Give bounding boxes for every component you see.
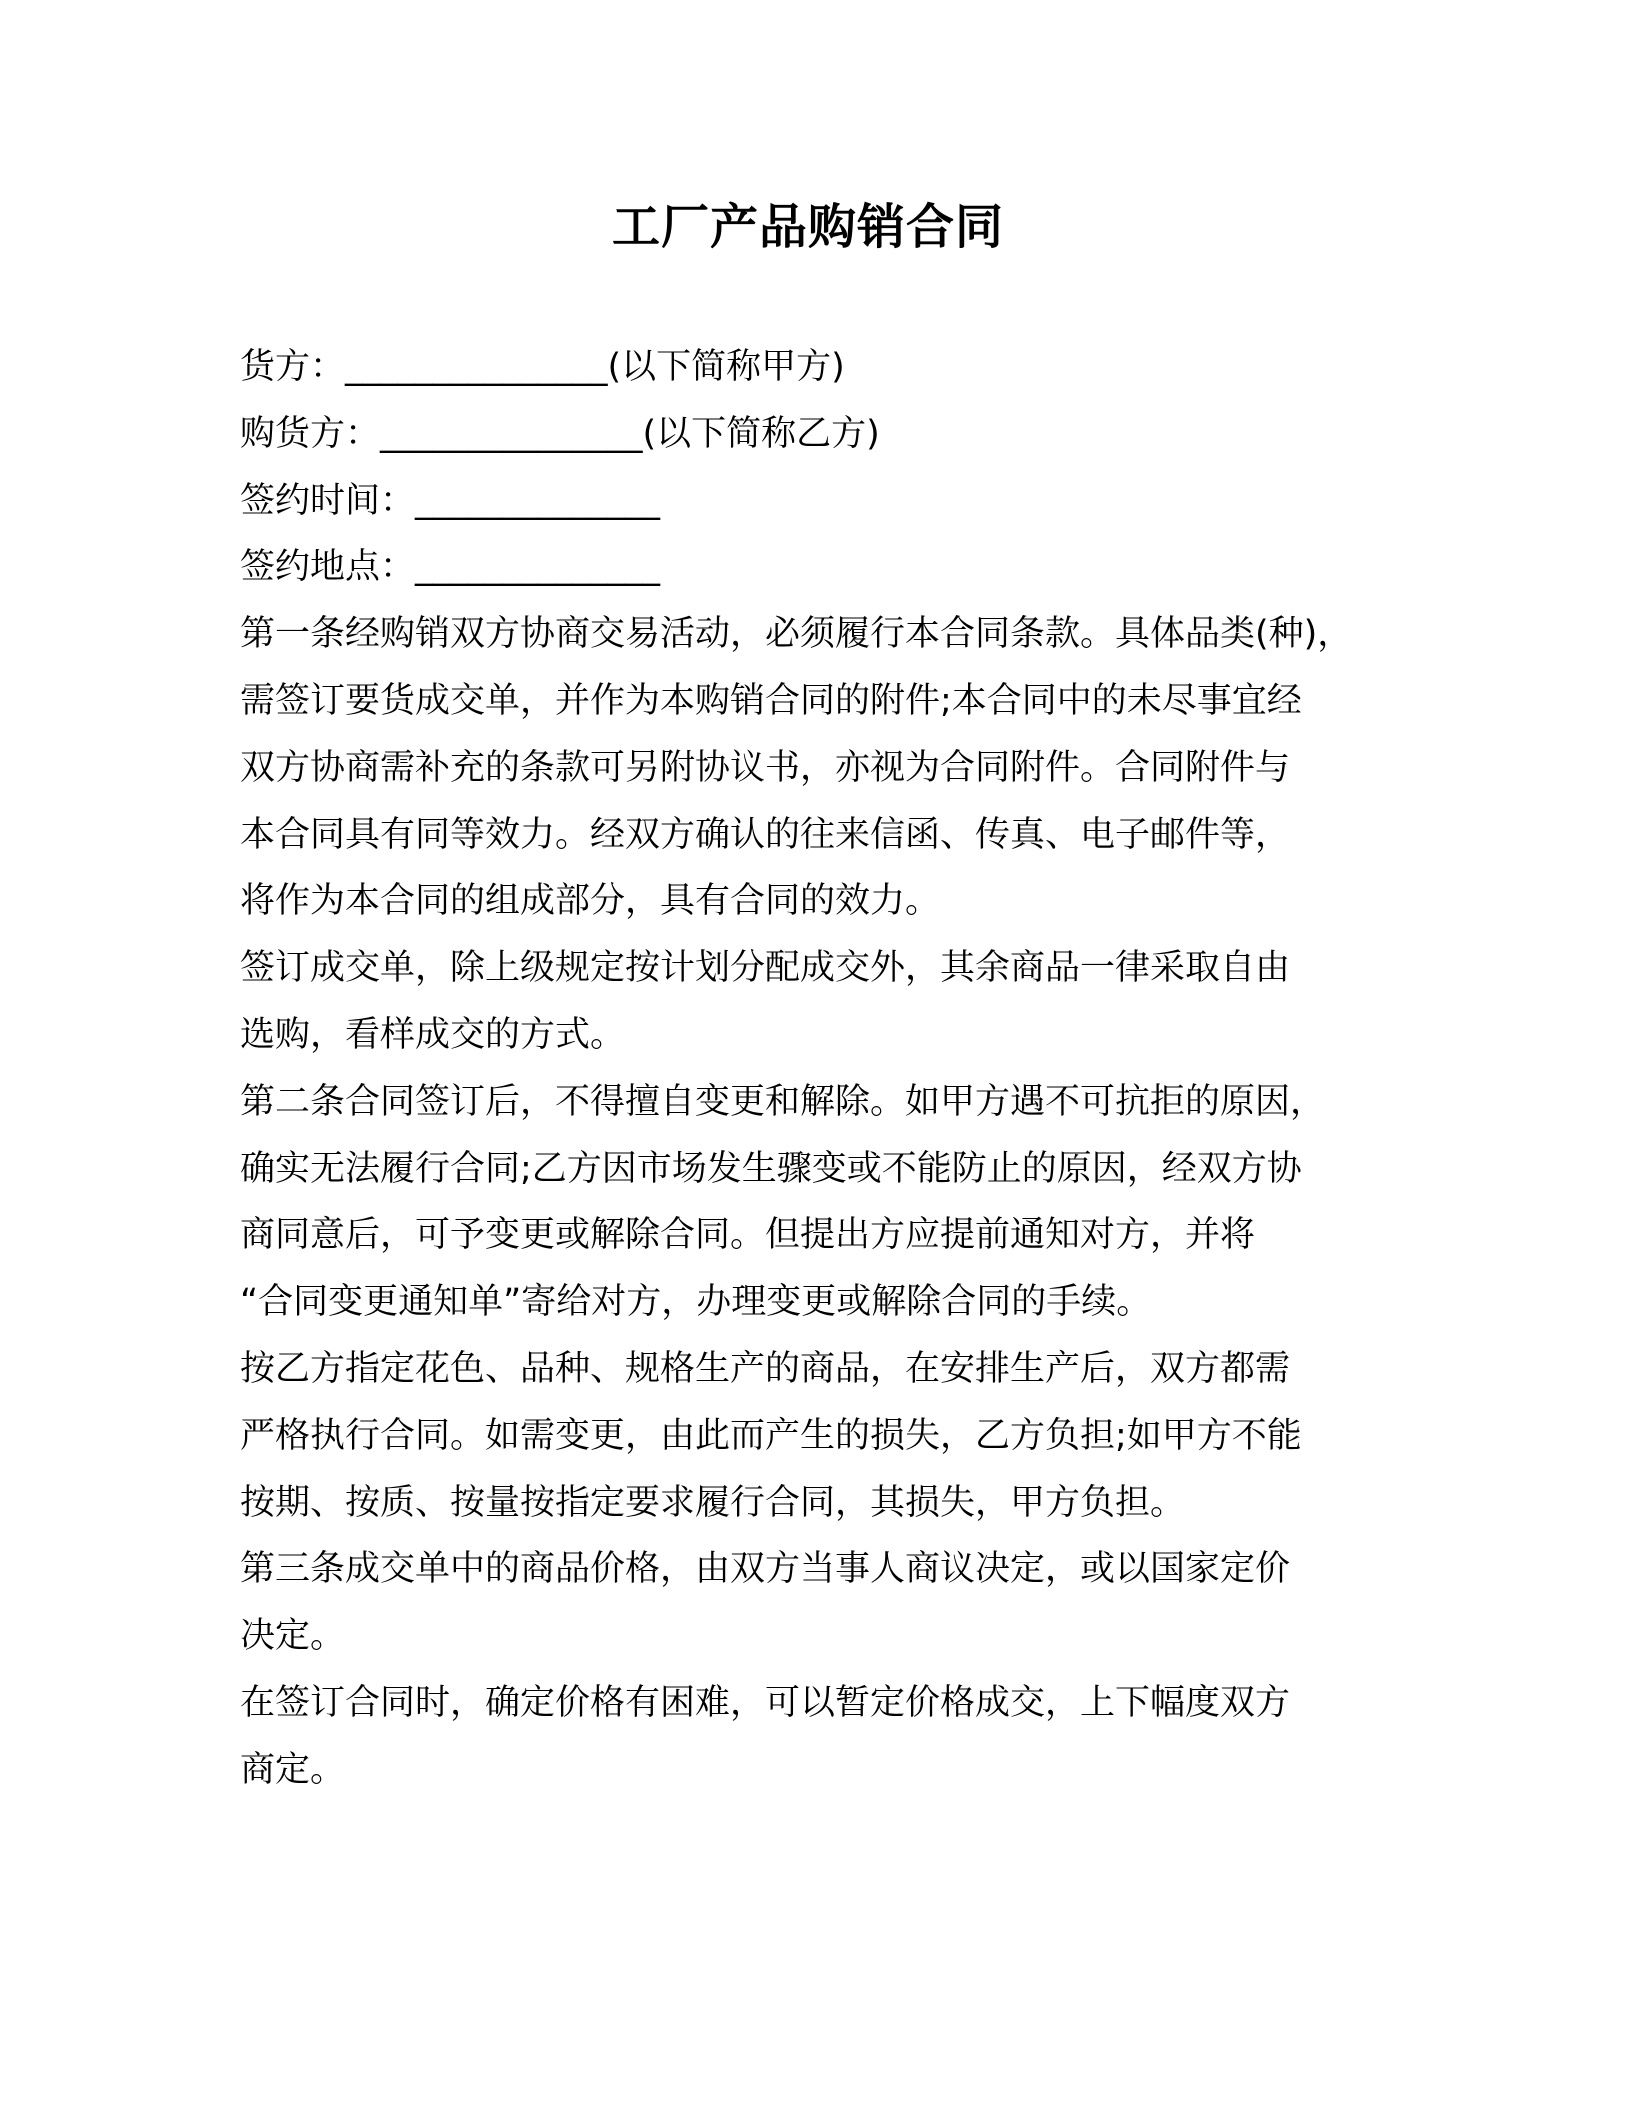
text-line: 决定。 — [240, 1616, 346, 1657]
document-title: 工厂产品购销合同 — [611, 199, 1004, 255]
text-line: 在签订合同时，确定价格有困难，可以暂定价格成交，上下幅度双方 — [240, 1682, 1291, 1723]
text-line: 签约时间：______________ — [240, 480, 661, 521]
text-line: 本合同具有同等效力。经双方确认的往来信函、传真、电子邮件等， — [240, 814, 1291, 855]
text-line: 选购，看样成交的方式。 — [240, 1014, 626, 1055]
text-line: 第二条合同签订后，不得擅自变更和解除。如甲方遇不可抗拒的原因， — [240, 1081, 1326, 1122]
text-line: 按期、按质、按量按指定要求履行合同，其损失，甲方负担。 — [240, 1482, 1186, 1523]
text-line: 严格执行合同。如需变更，由此而产生的损失，乙方负担;如甲方不能 — [240, 1415, 1302, 1456]
text-line: 确实无法履行合同;乙方因市场发生骤变或不能防止的原因，经双方协 — [240, 1148, 1302, 1189]
text-line: 商同意后，可予变更或解除合同。但提出方应提前通知对方，并将 — [240, 1215, 1256, 1256]
text-line: 商定。 — [240, 1749, 346, 1790]
document-body — [240, 334, 1420, 1804]
text-line: 需签订要货成交单，并作为本购销合同的附件;本合同中的未尽事宜经 — [240, 680, 1302, 721]
text-line: 将作为本合同的组成部分，具有合同的效力。 — [240, 881, 941, 922]
text-line: 双方协商需补充的条款可另附协议书，亦视为合同附件。合同附件与 — [240, 747, 1291, 788]
text-line: 按乙方指定花色、品种、规格生产的商品，在安排生产后，双方都需 — [240, 1348, 1291, 1389]
text-line: 货方：_______________(以下简称甲方) — [240, 347, 845, 387]
text-line: 签约地点：______________ — [240, 547, 661, 588]
text-line: “合同变更通知单”寄给对方，办理变更或解除合同的手续。 — [240, 1282, 1152, 1323]
text-line: 签订成交单，除上级规定按计划分配成交外，其余商品一律采取自由 — [240, 948, 1291, 989]
text-line: 购货方：_______________(以下简称乙方) — [240, 413, 880, 454]
text-line: 第一条经购销双方协商交易活动，必须履行本合同条款。具体品类(种)， — [240, 614, 1353, 655]
text-line: 第三条成交单中的商品价格，由双方当事人商议决定，或以国家定价 — [240, 1549, 1291, 1590]
